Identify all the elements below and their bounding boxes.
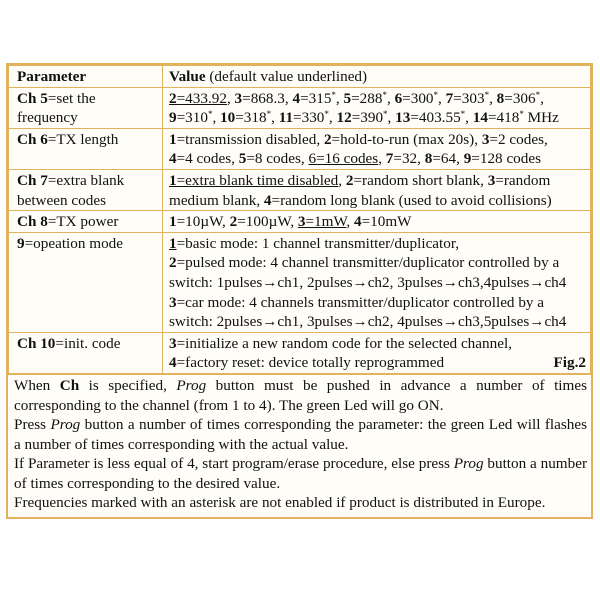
value-key: 4 bbox=[292, 89, 301, 107]
note-paragraph: When Ch is specified, Prog button must be pushed in advance a number of times corresponding to the channel (from 1 to 4). The green Led will go ON. bbox=[14, 376, 587, 414]
value-key: 2 bbox=[345, 171, 354, 189]
parameter-desc: =opeation mode bbox=[24, 234, 123, 252]
parameter-key: Ch 6 bbox=[17, 130, 48, 148]
note-paragraph: Press Prog button a number of times corresponding the parameter: the green Led will flashes a number of times corresponding with the actual value. bbox=[14, 416, 587, 453]
value-key: 4 bbox=[353, 213, 362, 231]
value-key: 1 bbox=[169, 213, 177, 231]
value-cell bbox=[163, 87, 591, 128]
figure-label: Fig.2 bbox=[553, 354, 586, 372]
value-key: 14 bbox=[472, 109, 488, 127]
prog-label: Prog bbox=[50, 416, 81, 434]
prog-label: Prog bbox=[176, 376, 207, 394]
asterisk: * bbox=[331, 89, 336, 100]
value-key: 3 bbox=[297, 213, 306, 231]
value-key: 5 bbox=[238, 150, 247, 168]
parameter-key: Ch 10 bbox=[17, 334, 56, 352]
value-key: 7 bbox=[385, 150, 394, 168]
value-line: 2=pulsed mode: 4 channel transmitter/duplicator controlled by a bbox=[169, 254, 560, 272]
instructions-notes bbox=[8, 374, 591, 517]
value-key: 12 bbox=[336, 109, 352, 127]
asterisk: * bbox=[484, 89, 490, 100]
asterisk: * bbox=[324, 109, 329, 120]
default-value: 1=extra blank time disabled bbox=[169, 171, 339, 189]
note-paragraph: Frequencies marked with an asterisk are not enabled if product is distributed in Europe. bbox=[14, 494, 546, 512]
parameter-cell bbox=[9, 211, 163, 233]
value-cell bbox=[163, 128, 591, 169]
parameter-desc: =set the frequency bbox=[17, 89, 96, 127]
value-key: 10 bbox=[220, 109, 236, 127]
parameter-key: Ch 8 bbox=[17, 213, 48, 231]
parameter-desc: =TX length bbox=[47, 130, 119, 148]
value-line: 4=factory reset: device totally reprogrammed Fig.2 bbox=[169, 354, 586, 372]
asterisk: * bbox=[519, 109, 524, 120]
header-parameter-label: Parameter bbox=[17, 68, 87, 85]
parameter-cell bbox=[9, 232, 163, 332]
asterisk: * bbox=[383, 109, 388, 120]
value-cell bbox=[163, 332, 591, 373]
value-key: 7 bbox=[445, 89, 454, 107]
header-parameter bbox=[9, 66, 163, 88]
asterisk: * bbox=[535, 89, 541, 100]
table-header-row bbox=[9, 66, 591, 88]
value-key: 3 bbox=[169, 334, 177, 352]
value-key: 3 bbox=[481, 130, 490, 148]
asterisk: * bbox=[207, 109, 213, 120]
value-line: 1=transmission disabled, 2=hold-to-run (max 20s), 3=2 codes, bbox=[169, 130, 548, 148]
asterisk: * bbox=[433, 89, 439, 100]
value-line: 4=4 codes, 5=8 codes, 6=16 codes, 7=32, 8=64, 9=128 codes bbox=[169, 150, 542, 168]
table-row bbox=[9, 128, 591, 169]
value-key: 13 bbox=[395, 109, 411, 127]
value-line: switch: 2pulses→ch1, 3pulses→ch2, 4pulses→ch3,5pulses→ch4 bbox=[169, 313, 567, 331]
value-key: 9 bbox=[463, 150, 472, 168]
value-line: 3=car mode: 4 channels transmitter/duplicator controlled by a bbox=[169, 293, 545, 311]
asterisk: * bbox=[266, 109, 272, 120]
default-value: 2=433.92 bbox=[169, 89, 227, 107]
value-cell bbox=[163, 232, 591, 332]
value-key: 1 bbox=[169, 130, 177, 148]
parameter-cell bbox=[9, 128, 163, 169]
value-key: 8 bbox=[424, 150, 433, 168]
value-key: 4 bbox=[169, 354, 177, 372]
value-key: 8 bbox=[496, 89, 505, 107]
value-key: 2 bbox=[229, 213, 238, 231]
table-row bbox=[9, 232, 591, 332]
table-row bbox=[9, 169, 591, 210]
parameter-desc: =TX power bbox=[47, 213, 119, 231]
table-row bbox=[9, 87, 591, 128]
value-key: 2 bbox=[323, 130, 332, 148]
value-line: switch: 1pulses→ch1, 2pulses→ch2, 3pulses→ch3,4pulses→ch4 bbox=[169, 273, 567, 291]
value-key: 6 bbox=[394, 89, 403, 107]
table-row bbox=[9, 332, 591, 373]
parameter-desc: =extra blank between codes bbox=[17, 171, 125, 209]
value-key: 9 bbox=[169, 109, 177, 127]
value-line: medium blank, 4=random long blank (used to avoid collisions) bbox=[169, 191, 552, 209]
default-value: 3=1mW bbox=[297, 213, 347, 231]
header-value-label: Value bbox=[169, 68, 206, 85]
parameter-cell bbox=[9, 87, 163, 128]
parameter-table bbox=[8, 65, 591, 374]
parameter-key: Ch 7 bbox=[17, 171, 48, 189]
value-key: 4 bbox=[263, 191, 272, 209]
value-line: 2=433.92, 3=868.3, 4=315*, 5=288*, 6=300*, 7=303*, 8=306*, bbox=[169, 89, 544, 107]
value-key: 2 bbox=[169, 89, 177, 107]
parameter-cell bbox=[9, 169, 163, 210]
header-value-note: (default value underlined) bbox=[205, 68, 368, 85]
prog-label: Prog bbox=[453, 455, 484, 473]
value-key: 2 bbox=[169, 254, 177, 272]
value-key: 3 bbox=[169, 293, 177, 311]
parameter-cell bbox=[9, 332, 163, 373]
value-cell bbox=[163, 211, 591, 233]
asterisk: * bbox=[382, 89, 387, 100]
parameter-desc: =init. code bbox=[55, 334, 121, 352]
asterisk: * bbox=[460, 109, 466, 120]
value-key: Ch bbox=[59, 376, 80, 394]
value-key: 5 bbox=[343, 89, 352, 107]
value-line: 1=extra blank time disabled, 2=random short blank, 3=random bbox=[169, 171, 551, 189]
parameter-key: Ch 5 bbox=[17, 89, 48, 107]
value-key: 1 bbox=[169, 171, 177, 189]
header-value bbox=[163, 66, 591, 88]
note-paragraph: If Parameter is less equal of 4, start program/erase procedure, else press Prog button a number of times corresponding to the desired value. bbox=[14, 455, 588, 492]
parameter-key: 9 bbox=[17, 234, 25, 252]
value-line: 1=basic mode: 1 channel transmitter/duplicator, bbox=[169, 234, 460, 252]
default-value bbox=[169, 235, 177, 252]
default-value: 6=16 codes bbox=[308, 150, 379, 168]
value-line: 3=initialize a new random code for the selected channel, bbox=[169, 334, 512, 352]
value-cell bbox=[163, 169, 591, 210]
value-key: 3 bbox=[234, 89, 243, 107]
value-key: 11 bbox=[278, 109, 294, 127]
table-row bbox=[9, 211, 591, 233]
value-key: 3 bbox=[487, 171, 496, 189]
value-line: 9=310*, 10=318*, 11=330*, 12=390*, 13=403.55*, 14=418* MHz bbox=[169, 109, 559, 127]
value-key: 4 bbox=[169, 150, 177, 168]
value-key: 1 bbox=[169, 234, 177, 252]
parameter-document bbox=[6, 63, 593, 519]
value-line: 1=10µW, 2=100µW, 3=1mW, 4=10mW bbox=[169, 213, 412, 231]
